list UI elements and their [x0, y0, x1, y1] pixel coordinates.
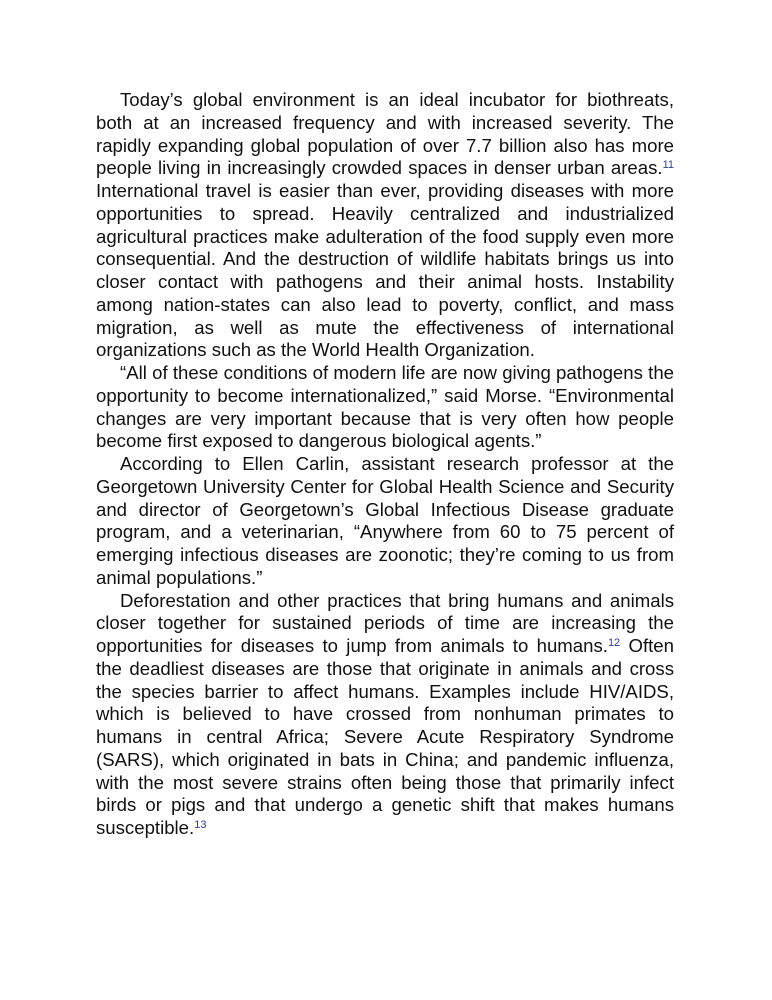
footnote-ref-12[interactable]: 12: [607, 637, 621, 649]
paragraph-1: [96, 89, 674, 362]
footnote-ref-13[interactable]: 13: [194, 819, 207, 831]
paragraph-text: International travel is easier than ever, providing diseases with more opportunities to spread. Heavily centralized and industrialized agricultural practices make adulteration of the food supply even more consequential. And the destruction of wildlife habitats brings us into closer contact with pathogens and their animal hosts. Instability among nation-states can also lead to poverty, conflict, and mass migration, as well as mute the effectiveness of international organizations such as the World Health Organization.: [96, 180, 674, 361]
paragraph-2: [96, 362, 674, 453]
paragraph-3: [96, 453, 674, 590]
footnote-ref-11[interactable]: 11: [662, 159, 674, 172]
paragraph-text: “All of these conditions of modern life are now giving pathogens the opportunity to become internationalized,” said Morse. “Environmental changes are very important because that is very often how people become first exposed to dangerous biological agents.”: [96, 362, 674, 452]
document-body: [96, 89, 674, 840]
paragraph-text: Deforestation and other practices that bring humans and animals closer together for sustained periods of time are increasing the opportunities for diseases to jump from animals to humans.: [96, 589, 674, 656]
paragraph-text: Often the deadliest diseases are those that originate in animals and cross the species barrier to affect humans. Examples include HIV/AIDS, which is believed to have crossed from nonhuman primates to humans in central Africa; Severe Acute Respiratory Syndrome (SARS), which originated in bats in China; and pandemic influenza, with the most severe strains often being those that primarily infect birds or pigs and that undergo a genetic shift that makes humans susceptible.: [96, 635, 674, 838]
paragraph-4: [96, 590, 674, 840]
paragraph-text: Today’s global environment is an ideal incubator for biothreats, both at an increased frequency and with increased severity. The rapidly expanding global population of over 7.7 billion also has more people living in increasingly crowded spaces in denser urban areas.: [96, 89, 674, 179]
paragraph-text: According to Ellen Carlin, assistant research professor at the Georgetown University Center for Global Health Science and Security and director of Georgetown’s Global Infectious Disease graduate program, and a veterinarian, “Anywhere from 60 to 75 percent of emerging infectious diseases are zoonotic; they’re coming to us from animal populations.”: [96, 453, 674, 588]
